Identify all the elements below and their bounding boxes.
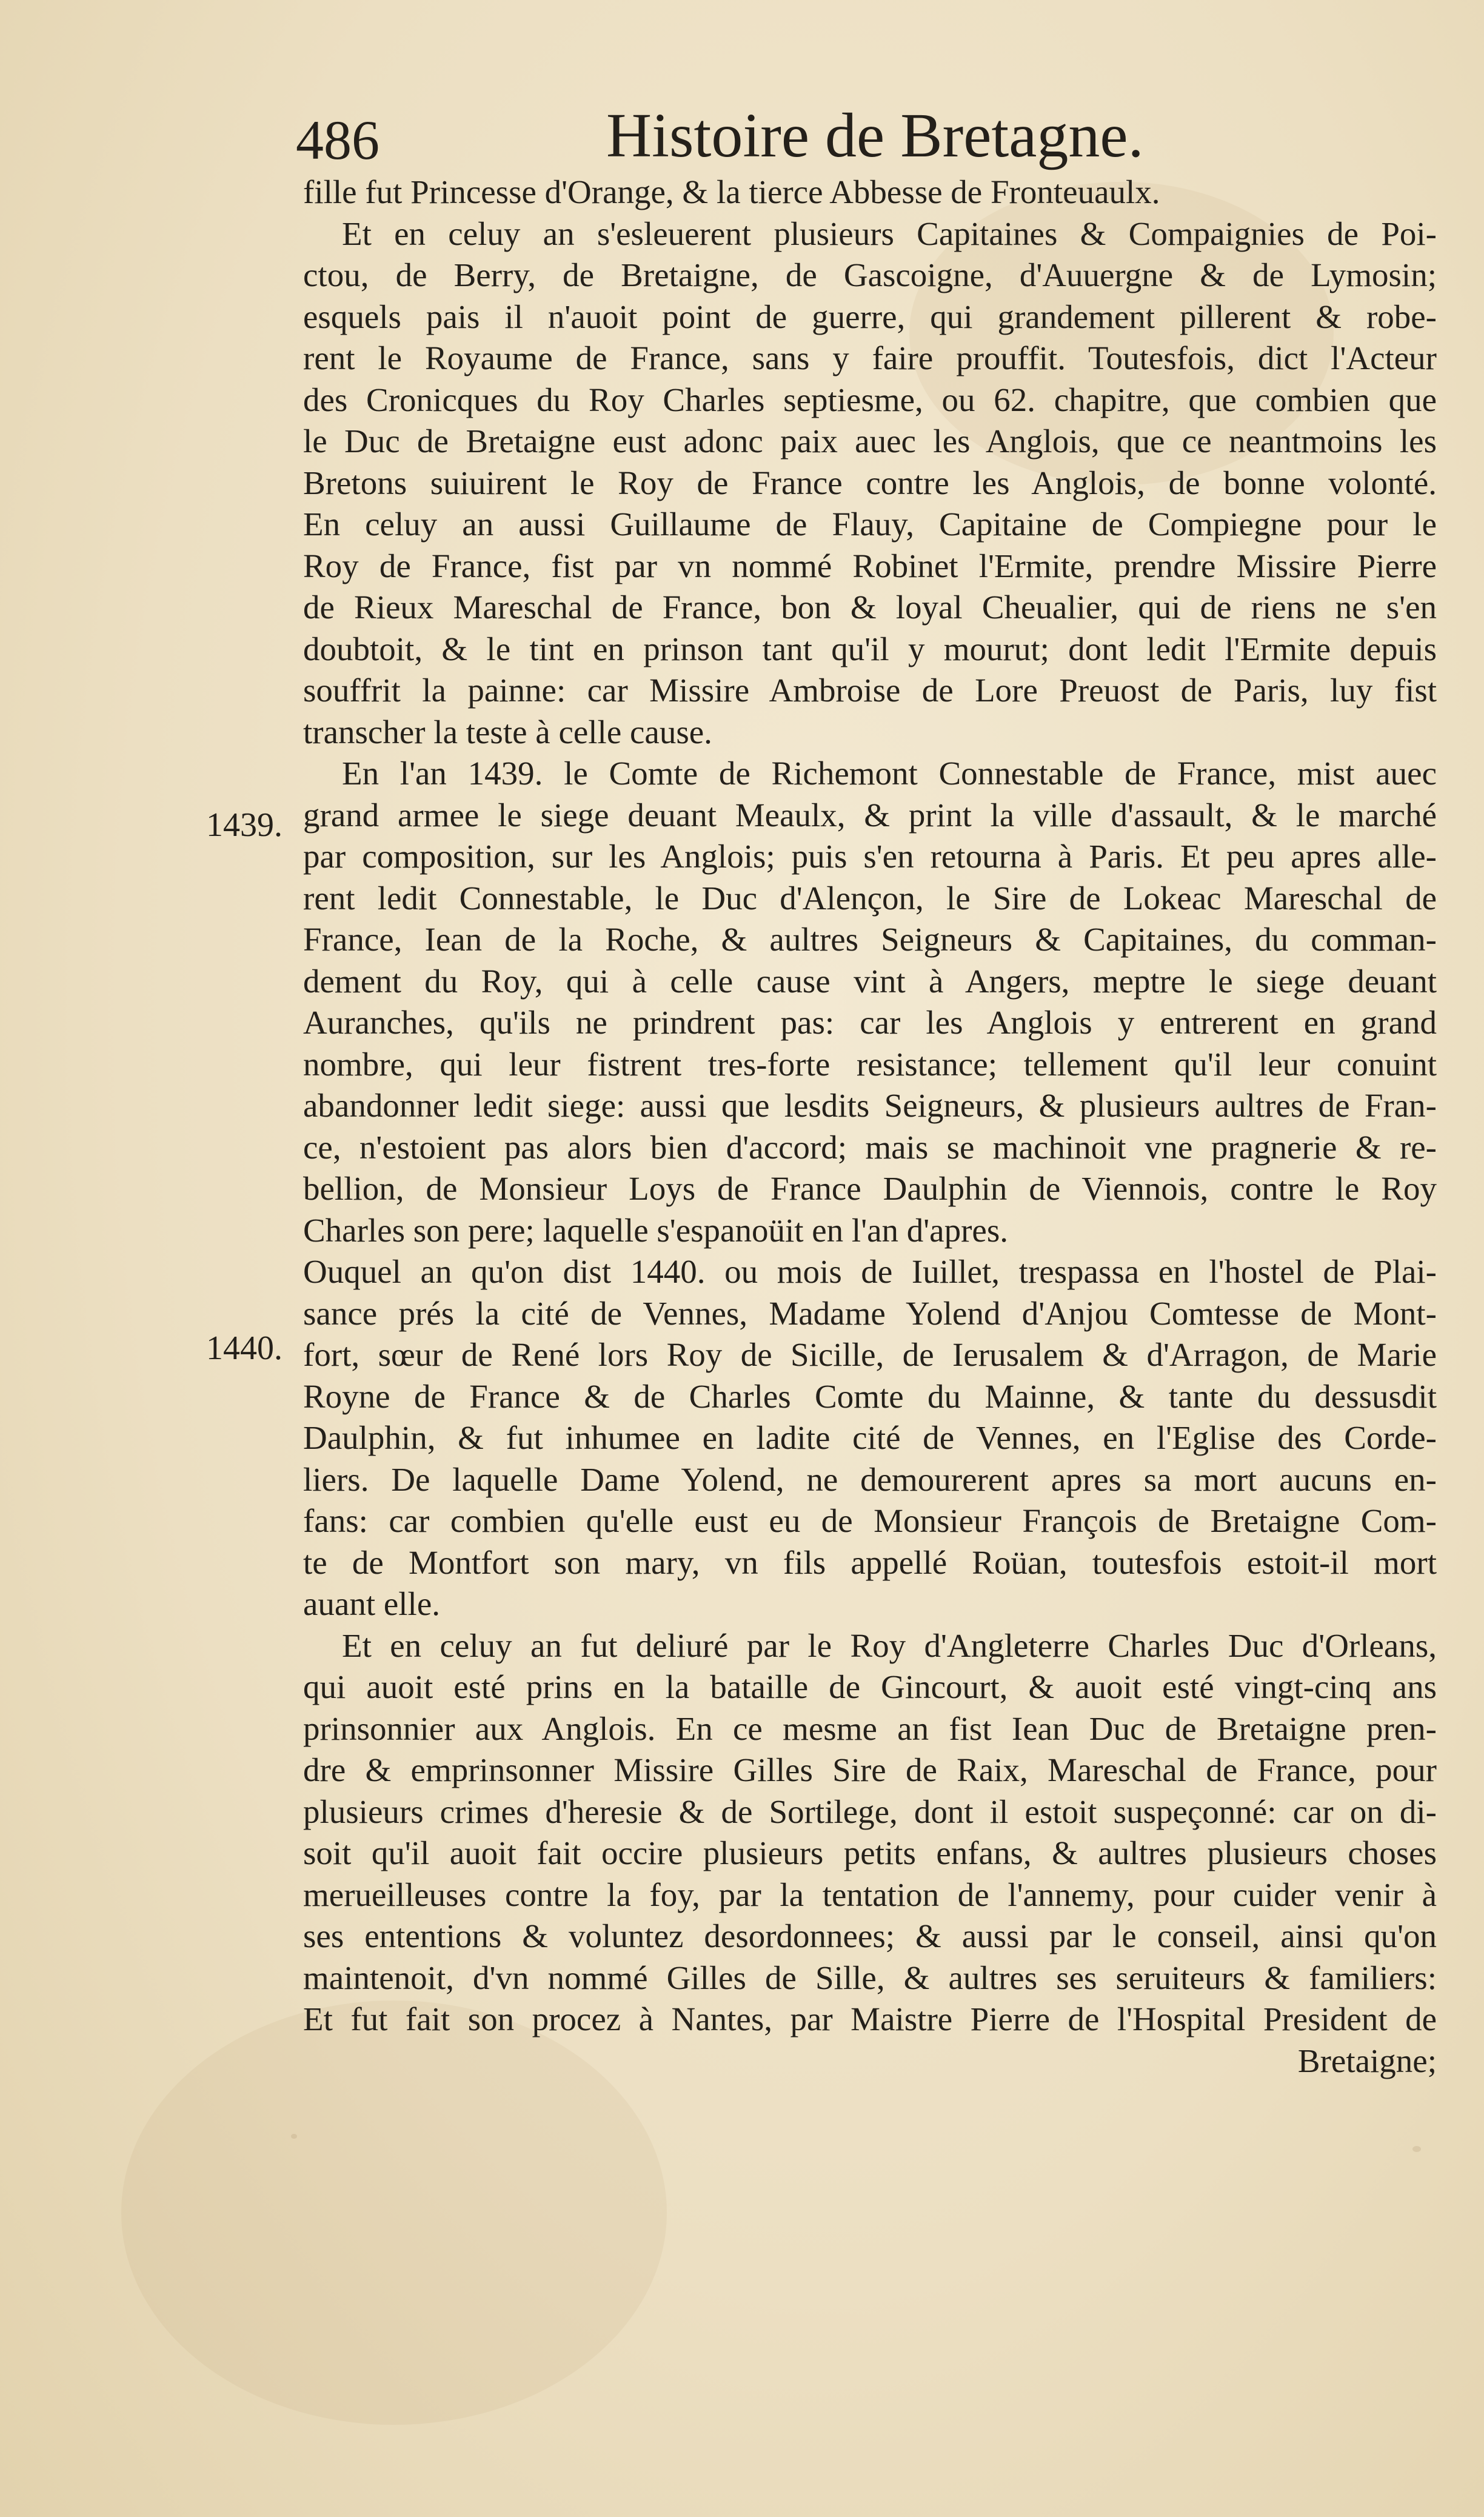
text-line: Auranches, qu'ils ne prindrent pas: car les Anglois y entrerent en grand <box>303 1004 1437 1041</box>
text-line: doubtoit, & le tint en prinson tant qu'il y mourut; dont ledit l'Ermite depuis <box>303 630 1437 667</box>
text-line: rent le Royaume de France, sans y faire prouffit. Toutesfois, dict l'Acteur <box>303 339 1437 376</box>
paragraph <box>303 172 1437 213</box>
text-line: fort, sœur de René lors Roy de Sicille, de Ierusalem & d'Arragon, de Marie <box>303 1336 1437 1373</box>
text-line: esquels pais il n'auoit point de guerre, qui grandement pillerent & robe- <box>303 298 1437 335</box>
text-line: Et en celuy an s'esleuerent plusieurs Capitaines & Compaignies de Poi- <box>342 215 1437 252</box>
text-line: par composition, sur les Anglois; puis s'en retourna à Paris. Et peu apres alle- <box>303 838 1437 875</box>
text-line: ce, n'estoient pas alors bien d'accord; mais se machinoit vne pragnerie & re- <box>303 1128 1437 1166</box>
text-line: fans: car combien qu'elle eust eu de Monsieur François de Bretaigne Com- <box>303 1502 1437 1539</box>
text-line: ctou, de Berry, de Bretaigne, de Gascoigne, d'Auuergne & de Lymosin; <box>303 256 1437 293</box>
paragraph <box>303 1251 1437 1625</box>
catchword: Bretaigne; <box>1297 2042 1437 2079</box>
text-line: sance prés la cité de Vennes, Madame Yolend d'Anjou Comtesse de Mont- <box>303 1294 1437 1332</box>
text-line: prinsonnier aux Anglois. En ce mesme an fist Iean Duc de Bretaigne pren- <box>303 1710 1437 1747</box>
margin-year-note: 1439. <box>206 806 282 844</box>
text-body <box>303 172 1437 2082</box>
text-line: transcher la teste à celle cause. <box>303 713 712 750</box>
text-line: qui auoit esté prins en la bataille de Gincourt, & auoit esté vingt-cinq ans <box>303 1668 1437 1705</box>
text-line: En celuy an aussi Guillaume de Flauy, Capitaine de Compiegne pour le <box>303 506 1437 543</box>
text-line: de Rieux Mareschal de France, bon & loyal Cheualier, qui de riens ne s'en <box>303 589 1437 626</box>
foxing-spot <box>291 2134 297 2139</box>
paragraph <box>303 1625 1437 2041</box>
text-line: dre & emprinsonner Missire Gilles Sire de Raix, Mareschal de France, pour <box>303 1751 1437 1788</box>
text-line: nombre, qui leur fistrent tres-forte resistance; tellement qu'il leur conuint <box>303 1045 1437 1083</box>
text-line: maintenoit, d'vn nommé Gilles de Sille, & aultres ses seruiteurs & familiers: <box>303 1959 1437 1996</box>
text-line: Ouquel an qu'on dist 1440. ou mois de Iuillet, trespassa en l'hostel de Plai- <box>303 1253 1437 1290</box>
text-line: Royne de France & de Charles Comte du Mainne, & tante du dessusdit <box>303 1377 1437 1415</box>
margin-year-note: 1440. <box>206 1329 282 1367</box>
text-line: En l'an 1439. le Comte de Richemont Connestable de France, mist auec <box>342 755 1437 792</box>
text-line: bellion, de Monsieur Loys de France Daulphin de Viennois, contre le Roy <box>303 1170 1437 1207</box>
text-line: liers. De laquelle Dame Yolend, ne demourerent apres sa mort aucuns en- <box>303 1460 1437 1498</box>
text-line: rent ledit Connestable, le Duc d'Alençon, le Sire de Lokeac Mareschal de <box>303 879 1437 917</box>
text-line: fille fut Princesse d'Orange, & la tierce Abbesse de Fronteuaulx. <box>303 173 1160 210</box>
text-line: Daulphin, & fut inhumee en ladite cité de Vennes, en l'Eglise des Corde- <box>303 1419 1437 1456</box>
text-line: plusieurs crimes d'heresie & de Sortilege, dont il estoit suspeçonné: car on di- <box>303 1793 1437 1830</box>
text-line: Bretons suiuirent le Roy de France contre les Anglois, de bonne volonté. <box>303 464 1437 501</box>
paragraph <box>303 213 1437 754</box>
text-line: le Duc de Bretaigne eust adonc paix auec les Anglois, que ce neantmoins les <box>303 423 1437 460</box>
text-line: Et en celuy an fut deliuré par le Roy d'Angleterre Charles Duc d'Orleans, <box>342 1626 1437 1664</box>
text-line: France, Iean de la Roche, & aultres Seigneurs & Capitaines, du comman- <box>303 921 1437 958</box>
running-title: Histoire de Bretagne. <box>606 101 1144 170</box>
text-line: soit qu'il auoit fait occire plusieurs petits enfans, & aultres plusieurs choses <box>303 1834 1437 1871</box>
text-line: dement du Roy, qui à celle cause vint à Angers, meptre le siege deuant <box>303 962 1437 1000</box>
text-line: grand armee le siege deuant Meaulx, & print la ville d'assault, & le marché <box>303 796 1437 834</box>
paragraph <box>303 753 1437 1251</box>
text-line: auant elle. <box>303 1585 440 1622</box>
page-number: 486 <box>296 109 379 171</box>
text-line: Charles son pere; laquelle s'espanoüit en l'an d'apres. <box>303 1211 1008 1249</box>
text-line: Et fut fait son procez à Nantes, par Maistre Pierre de l'Hospital President de <box>303 2001 1437 2037</box>
text-line: te de Montfort son mary, vn fils appellé Roüan, toutesfois estoit-il mort <box>303 1543 1437 1581</box>
text-line: ses ententions & voluntez desordonnees; & aussi par le conseil, ainsi qu'on <box>303 1917 1437 1954</box>
foxing-spot <box>1412 2146 1421 2152</box>
text-line: merueilleuses contre la foy, par la tentation de l'annemy, pour cuider venir à <box>303 1876 1437 1913</box>
text-line: des Cronicques du Roy Charles septiesme, ou 62. chapitre, que combien que <box>303 381 1437 418</box>
text-line: souffrit la painne: car Missire Ambroise de Lore Preuost de Paris, luy fist <box>303 672 1437 709</box>
text-line: Roy de France, fist par vn nommé Robinet l'Ermite, prendre Missire Pierre <box>303 547 1437 584</box>
text-line: abandonner ledit siege: aussi que lesdits Seigneurs, & plusieurs aultres de Fran- <box>303 1087 1437 1124</box>
